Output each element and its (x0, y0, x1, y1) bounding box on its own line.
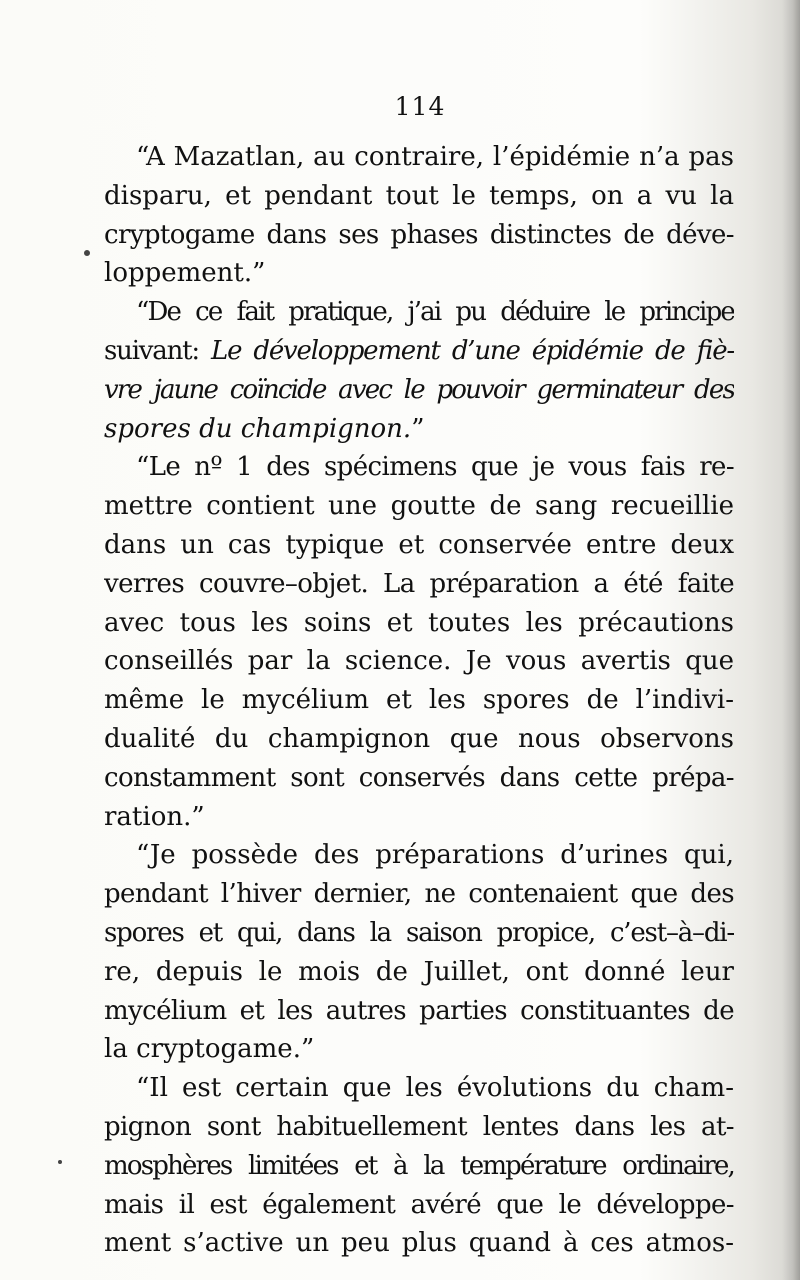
page-edge-shadow (782, 0, 800, 1280)
text-line: disparu, et pendant tout le temps, on a vu la (104, 180, 734, 211)
text-line (104, 410, 734, 449)
italic-fragment: Le développement d’une épidémie de fiè- (211, 335, 734, 366)
text-fragment: suivant: (104, 335, 199, 366)
body-text (104, 138, 734, 1263)
text-line: avec tous les soins et toutes les précautions (104, 607, 734, 638)
text-line: “Le nº 1 des spécimens que je vous fais re- (136, 452, 734, 483)
text-line: mais il est également avéré que le développe- (104, 1189, 734, 1220)
text-line: mosphères limitées et à la température ordinaire, (104, 1150, 734, 1181)
stray-ink-dot (84, 250, 90, 256)
text-line: vre jaune coïncide avec le pouvoir germinateur des (104, 374, 734, 405)
text-line: loppement.” (104, 258, 266, 289)
text-line: “Il est certain que les évolutions du cham- (136, 1073, 734, 1104)
text-line: ration.” (104, 801, 205, 832)
text-line: verres couvre–objet. La préparation a été faite (104, 568, 734, 599)
text-line: la cryptogame.” (104, 1034, 315, 1065)
text-line: dualité du champignon que nous observons (104, 723, 734, 754)
text-line: conseillés par la science. Je vous avertis que (104, 646, 734, 677)
page-number: 114 (394, 92, 446, 121)
text-line: mettre contient une goutte de sang recueillie (104, 491, 734, 522)
stray-ink-dot (58, 1160, 62, 1164)
text-line: re, depuis le mois de Juillet, ont donné leur (104, 956, 734, 987)
text-line: constamment sont conservés dans cette prépa- (104, 762, 734, 793)
text-line: ment s’active un peu plus quand à ces atmos- (104, 1228, 734, 1259)
text-line: “De ce fait pratique, j’ai pu déduire le principe (136, 297, 734, 328)
text-line: spores et qui, dans la saison propice, c’est–à–di- (104, 917, 734, 948)
text-line: “Je possède des préparations d’urines qui, (136, 840, 734, 871)
italic-fragment: spores du champignon. (104, 413, 412, 444)
text-line: cryptogame dans ses phases distinctes de déve- (104, 219, 734, 250)
text-line (104, 332, 734, 371)
text-fragment: ” (411, 413, 425, 444)
text-line: dans un cas typique et conservée entre deux (104, 529, 734, 560)
text-line: mycélium et les autres parties constituantes de (104, 995, 734, 1026)
text-line: “A Mazatlan, au contraire, l’épidémie n’a pas (136, 142, 734, 172)
text-line: même le mycélium et les spores de l’indivi- (104, 685, 734, 716)
text-line: pignon sont habituellement lentes dans les at- (104, 1111, 734, 1142)
text-line: pendant l’hiver dernier, ne contenaient que des (104, 879, 734, 910)
